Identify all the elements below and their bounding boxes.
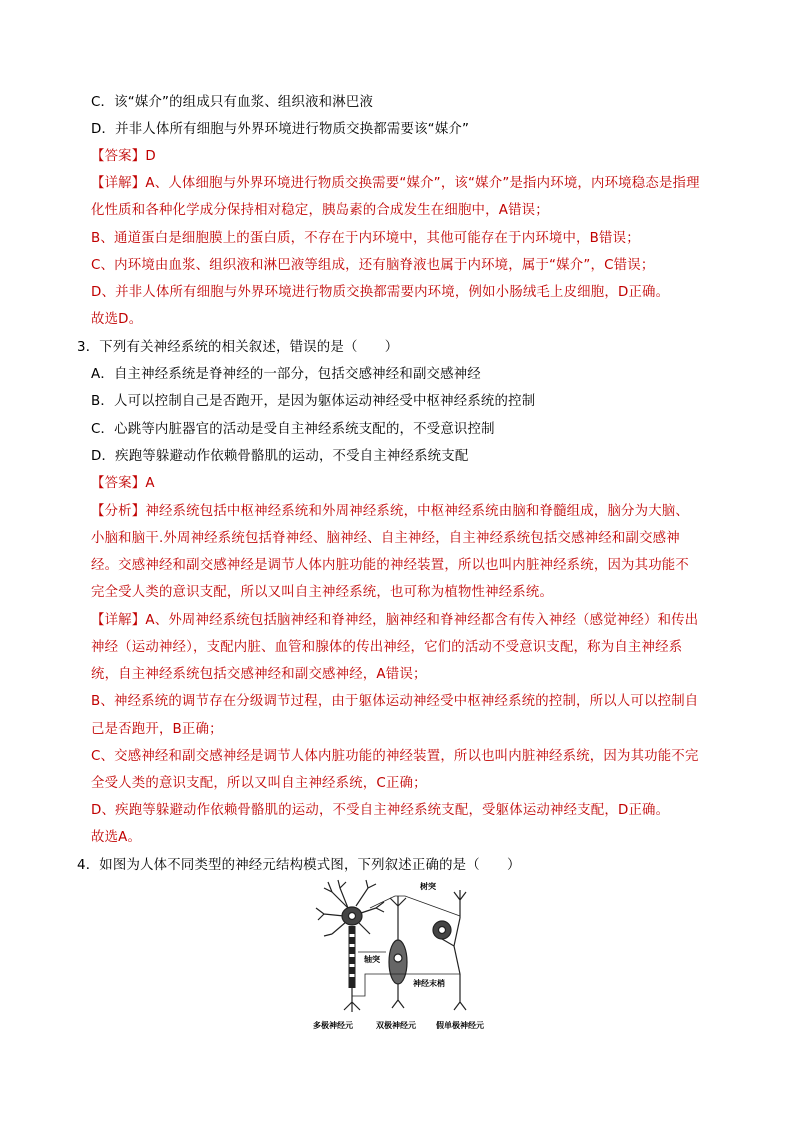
detail-tag: 【详解】: [91, 176, 146, 191]
answer-tag: 【答案】: [91, 149, 146, 164]
q3-detail-line-4: B、神经系统的调节存在分级调节过程，由于躯体运动神经受中枢神经系统的控制，所以人可以控制自: [91, 694, 699, 709]
q3-analysis-line-1: [91, 502, 689, 522]
analysis-text: 神经系统包括中枢神经系统和外周神经系统，中枢神经系统由脑和脊髓组成，脑分为大脑、: [145, 504, 689, 519]
q3-detail-line-1: [91, 611, 698, 631]
neuron-diagram: [310, 878, 500, 1033]
q3-analysis-line-2: 小脑和脑干.外周神经系统包括脊神经、脑神经、自主神经，自主神经系统包括交感神经和副交感神: [91, 531, 680, 546]
detail-text: A、外周神经系统包括脑神经和脊神经，脑神经和脊神经都含有传入神经（感觉神经）和传出: [145, 613, 699, 628]
answer-tag: 【答案】: [91, 476, 146, 491]
detail-text: A、人体细胞与外界环境进行物质交换需要“媒介”，该“媒介”是指内环境，内环境稳态是指理: [145, 176, 700, 191]
label-terminal: 神经末梢: [413, 979, 445, 988]
label-dendrite: 树突: [420, 882, 436, 891]
neuron-diagram-svg: [310, 878, 500, 1033]
analysis-tag: 【分析】: [91, 504, 146, 519]
detail-tag: 【详解】: [91, 613, 146, 628]
answer-value: D: [145, 149, 156, 164]
q2-detail-line-2: 化性质和各种化学成分保持相对稳定，胰岛素的合成发生在细胞中，A错误；: [91, 203, 549, 218]
q3-detail-line-7: 全受人类的意识支配，所以又叫自主神经系统，C正确；: [91, 776, 427, 791]
q3-stem: 3．下列有关神经系统的相关叙述，错误的是（ ）: [77, 340, 399, 355]
q3-detail-line-3: 统，自主神经系统包括交感神经和副交感神经，A错误；: [91, 667, 427, 682]
q2-conclusion: 故选D。: [91, 312, 143, 327]
q3-option-b: B．人可以控制自己是否跑开，是因为躯体运动神经受中枢神经系统的控制: [91, 394, 536, 409]
q3-option-c: C．心跳等内脏器官的活动是受自主神经系统支配的，不受意识控制: [91, 422, 495, 437]
q3-answer: [91, 474, 155, 494]
q2-detail-line-4: C、内环境由血浆、组织液和淋巴液等组成，还有脑脊液也属于内环境，属于“媒介”，C错误；: [91, 258, 655, 273]
q2-detail-line-5: D、并非人体所有细胞与外界环境进行物质交换都需要内环境，例如小肠绒毛上皮细胞，D正确。: [91, 285, 670, 300]
caption-multipolar: 多极神经元: [313, 1021, 353, 1030]
q2-option-c: C．该“媒介”的组成只有血浆、组织液和淋巴液: [91, 95, 374, 110]
q4-stem: 4．如图为人体不同类型的神经元结构模式图，下列叙述正确的是（ ）: [77, 858, 521, 873]
q3-option-d: D．疾跑等躲避动作依赖骨骼肌的运动，不受自主神经系统支配: [91, 449, 469, 464]
q3-detail-line-6: C、交感神经和副交感神经是调节人体内脏功能的神经装置，所以也叫内脏神经系统，因为其功能不完: [91, 749, 699, 764]
q3-detail-line-8: D、疾跑等躲避动作依赖骨骼肌的运动，不受自主神经系统支配，受躯体运动神经支配，D正确。: [91, 803, 670, 818]
bipolar-neuron: [389, 896, 407, 1008]
q3-analysis-line-3: 经。交感神经和副交感神经是调节人体内脏功能的神经装置，所以也叫内脏神经系统，因为其功能不: [91, 558, 689, 573]
caption-bipolar: 双极神经元: [376, 1021, 416, 1030]
q3-analysis-line-4: 完全受人类的意识支配，所以又叫自主神经系统，也可称为植物性神经系统。: [91, 585, 554, 600]
q2-answer: [91, 147, 156, 167]
q3-option-a: A．自主神经系统是脊神经的一部分，包括交感神经和副交感神经: [91, 367, 481, 382]
q2-detail-line-3: B、通道蛋白是细胞膜上的蛋白质，不存在于内环境中，其他可能存在于内环境中，B错误；: [91, 231, 640, 246]
answer-value: A: [145, 476, 155, 491]
label-axon: 轴突: [364, 955, 380, 964]
multipolar-neuron: [316, 880, 384, 1012]
q3-conclusion: 故选A。: [91, 830, 142, 845]
q2-option-d: D．并非人体所有细胞与外界环境进行物质交换都需要该“媒介”: [91, 122, 470, 137]
q3-detail-line-5: 己是否跑开，B正确；: [91, 722, 223, 737]
caption-pseudounipolar: 假单极神经元: [436, 1021, 484, 1030]
q3-detail-line-2: 神经（运动神经），支配内脏、血管和腺体的传出神经，它们的活动不受意识支配，称为自主神经系: [91, 640, 683, 655]
q2-detail-line-1: [91, 174, 700, 194]
